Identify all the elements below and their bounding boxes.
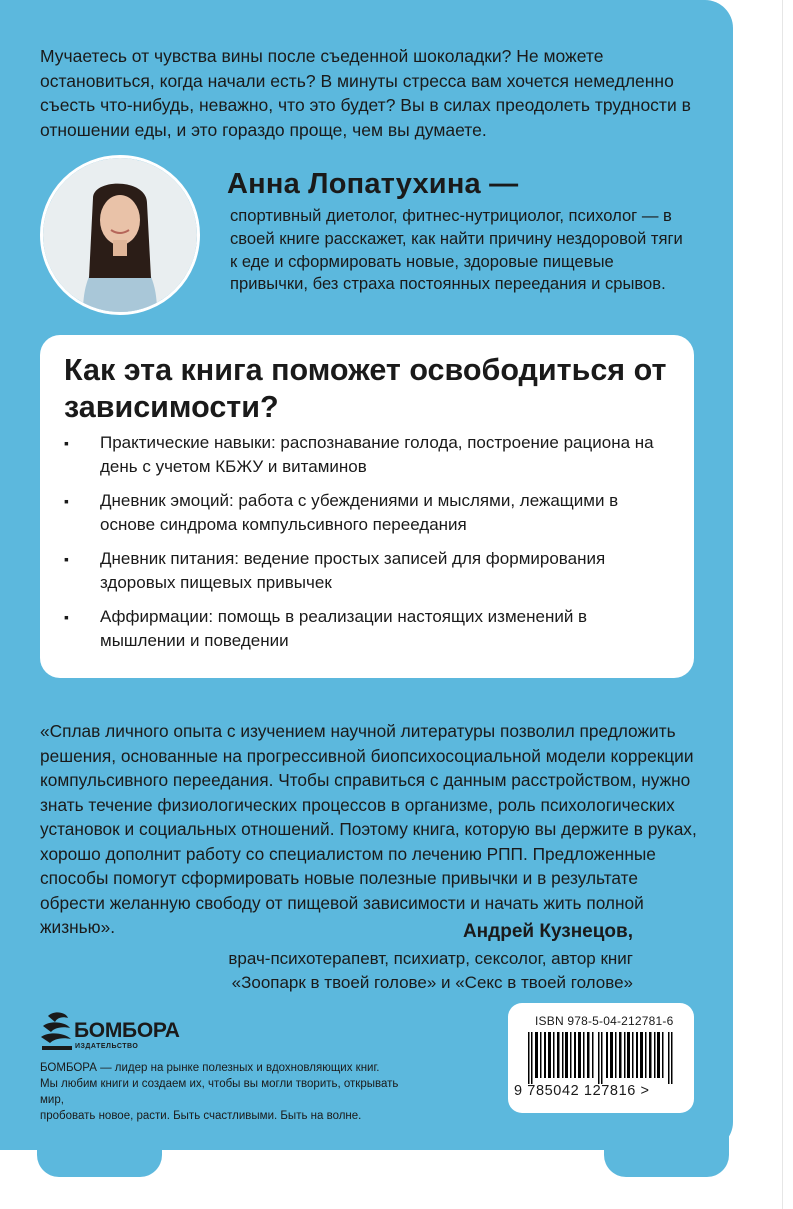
logo-text: БОМБОРА bbox=[74, 1019, 180, 1042]
bullet-icon: ▪ bbox=[64, 551, 69, 567]
cover-foot-right bbox=[604, 1130, 729, 1177]
list-item bbox=[64, 605, 664, 653]
benefit-text: Дневник питания: ведение простых записей для формирования здоровых пищевых привычек bbox=[100, 549, 606, 592]
list-item bbox=[64, 431, 664, 479]
benefit-text: Аффирмации: помощь в реализации настоящих изменений в мышлении и поведении bbox=[100, 607, 588, 650]
logo-subtext: ИЗДАТЕЛЬСТВО bbox=[75, 1043, 139, 1050]
author-photo bbox=[40, 155, 200, 315]
quote-text: «Сплав личного опыта с изучением научной литературы позволил предложить решения, основанные на прогрессивной биопсихосоциальной модели коррекции компульсивного переедания. Чтобы справиться с данным расстройством, нужно знать течение физиологических процессов в организме, роль психологических установок и социальных отношений. Поэтому книга, которую вы держите в руках, хорошо дополнит работу со специалистом по лечению РПП. Предложенные способы помогут сформировать новые полезные привычки и в результате обрести желанную свободу от пищевой зависимости и начать жить полной жизнью». bbox=[40, 721, 697, 937]
quote-author-role bbox=[228, 947, 633, 995]
page-edge-line bbox=[782, 0, 783, 1209]
isbn-text: ISBN 978-5-04-212781-6 bbox=[535, 1014, 674, 1028]
quote-author-role-line: «Зоопарк в твоей голове» и «Секс в твоей голове» bbox=[231, 973, 633, 992]
intro-text: Мучаетесь от чувства вины после съеденной шоколадки? Не можете остановиться, когда начали есть? В минуты стресса вам хочется немедленно съесть что-нибудь, неважно, что это будет? Вы в силах преодолеть трудности в отношении еды, и это гораздо проще, чем вы думаете. bbox=[40, 46, 691, 140]
bullet-icon: ▪ bbox=[64, 435, 69, 451]
card-title: Как эта книга поможет освободиться от зависимости? bbox=[64, 353, 667, 424]
publisher-line: пробовать новое, расти. Быть счастливыми. Быть на волне. bbox=[40, 1110, 362, 1122]
barcode-box bbox=[508, 1003, 694, 1113]
publisher-line: Мы любим книги и создаем их, чтобы вы могли творить, открывать мир, bbox=[40, 1078, 399, 1106]
barcode-icon bbox=[522, 1032, 682, 1084]
list-item bbox=[64, 547, 664, 595]
list-item bbox=[64, 489, 664, 537]
publisher-description bbox=[40, 1060, 420, 1124]
author-portrait-image bbox=[43, 158, 197, 312]
quote-author-role-line: врач-психотерапевт, психиатр, сексолог, автор книг bbox=[228, 949, 633, 968]
benefits-list bbox=[64, 431, 664, 663]
publisher-logo bbox=[40, 1010, 180, 1052]
author-bio: спортивный диетолог, фитнес-нутрициолог, психолог — в своей книге расскажет, как найти причину нездоровой тяги к еде и сформировать новые, здоровые пищевые привычки, без страха постоянных переедания и срывов. bbox=[230, 206, 683, 294]
publisher-line: БОМБОРА — лидер на рынке полезных и вдохновляющих книг. bbox=[40, 1062, 380, 1074]
benefit-text: Дневник эмоций: работа с убеждениями и мыслями, лежащими в основе синдрома компульсивного переедания bbox=[100, 491, 619, 534]
barcode-number: 9 785042 127816 > bbox=[514, 1083, 650, 1099]
author-name: Анна Лопатухина — bbox=[227, 168, 519, 200]
quote-author-name: Андрей Кузнецов, bbox=[462, 921, 633, 942]
benefits-card bbox=[40, 335, 694, 678]
cover-foot-left bbox=[37, 1130, 162, 1177]
bullet-icon: ▪ bbox=[64, 609, 69, 625]
bombora-wave-icon bbox=[40, 1010, 74, 1052]
bullet-icon: ▪ bbox=[64, 493, 69, 509]
benefit-text: Практические навыки: распознавание голода, построение рациона на день с учетом КБЖУ и витаминов bbox=[100, 433, 654, 476]
